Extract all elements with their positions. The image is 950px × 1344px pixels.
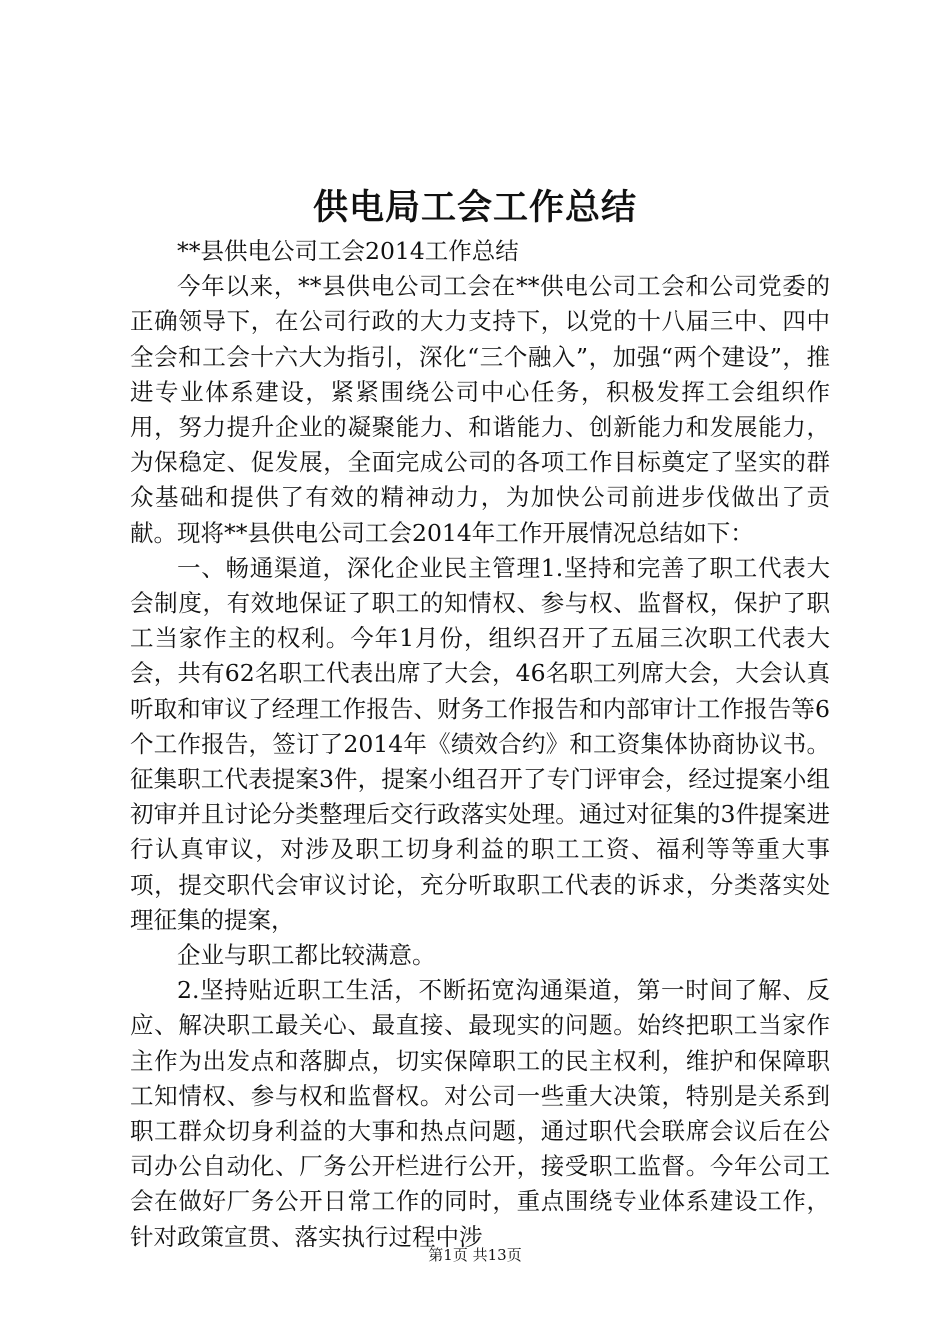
document-title: 供电局工会工作总结 (312, 187, 637, 228)
paragraph-intro: 今年以来，**县供电公司工会在**供电公司工会和公司党委的正确领导下，在公司行政的大力支持下，以党的十八届三中、四中全会和工会十六大为指引，深化“三个融入”，加强“两个建设”，推进专业体系建设，紧紧围绕公司中心任务，积极发挥工会组织作用，努力提升企业的凝聚能力、和谐能力、创新能力和发展能力，为保稳定、促发展，全面完成公司的各项工作目标奠定了坚实的群众基础和提供了有效的精神动力，为加快公司前进步伐做出了贡献。现将**县供电公司工会2014年工作开展情况总结如下： (130, 272, 830, 547)
paragraph-item-two: 2.坚持贴近职工生活，不断拓宽沟通渠道，第一时间了解、反应、解决职工最关心、最直接、最现实的问题。始终把职工当家作主作为出发点和落脚点，切实保障职工的民主权利，维护和保障职工知情权、参与权和监督权。对公司一些重大决策，特别是关系到职工群众切身利益的大事和热点问题，通过职代会联席会议后在公司办公自动化、厂务公开栏进行公开，接受职工监督。今年公司工会在做好厂务公开日常工作的同时，重点围绕专业体系建设工作，针对政策宣贯、落实执行过程中涉 (130, 976, 830, 1251)
document-body (130, 234, 830, 1255)
paragraph-section-one: 一、畅通渠道，深化企业民主管理1.坚持和完善了职工代表大会制度，有效地保证了职工的知情权、参与权、监督权，保护了职工当家作主的权利。今年1月份，组织召开了五届三次职工代表大会，共有62名职工代表出席了大会，46名职工列席大会，大会认真听取和审议了经理工作报告、财务工作报告和内部审计工作报告等6个工作报告，签订了2014年《绩效合约》和工资集体协商协议书。征集职工代表提案3件，提案小组召开了专门评审会，经过提案小组初审并且讨论分类整理后交行政落实处理。通过对征集的3件提案进行认真审议，对涉及职工切身利益的职工工资、福利等等重大事项，提交职代会审议讨论，充分听取职工代表的诉求，分类落实处理征集的提案， (130, 553, 830, 934)
page-number: 第1页 共13页 (428, 1246, 522, 1264)
paragraph-continuation: 企业与职工都比较满意。 (177, 941, 436, 970)
document-subtitle: **县供电公司工会2014工作总结 (177, 237, 519, 265)
